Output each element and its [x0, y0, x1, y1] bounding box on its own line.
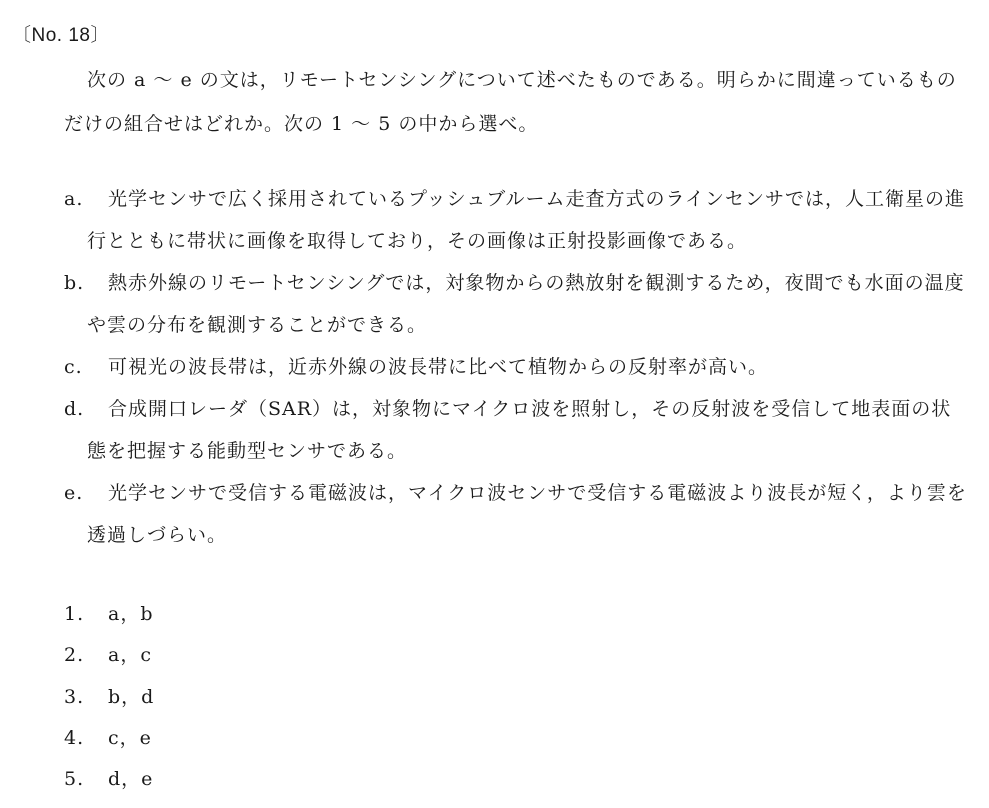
statement-list [64, 178, 969, 556]
statement-text: 熱赤外線のリモートセンシングでは，対象物からの熱放射を観測するため，夜間でも水面の温度や雲の分布を観測することができる。 [87, 272, 965, 336]
statement-mark: a. [64, 188, 84, 210]
statement-mark: e. [64, 482, 84, 504]
choice-text: d，e [108, 768, 154, 791]
statement-text: 光学センサで広く採用されているプッシュブルーム走査方式のラインセンサでは，人工衛星の進行とともに帯状に画像を取得しており，その画像は正射投影画像である。 [87, 188, 965, 252]
choice-text: c，e [108, 726, 152, 749]
choice-number: 3. [64, 685, 85, 708]
choice-number: 1. [64, 603, 85, 625]
statement-text: 可視光の波長帯は，近赤外線の波長帯に比べて植物からの反射率が高い。 [108, 356, 769, 378]
choice-text: a，b [108, 603, 154, 625]
statement-a [64, 178, 969, 262]
statement-mark: b. [64, 272, 85, 294]
choice-number: 5. [64, 768, 85, 791]
statement-c [64, 346, 969, 388]
question-intro: 次の a 〜 e の文は，リモートセンシングについて述べたものである。明らかに間違っているものだけの組合せはどれか。次の 1 〜 5 の中から選べ。 [64, 69, 957, 135]
choice-text: a，c [108, 644, 152, 667]
answer-choice-5 [64, 759, 154, 800]
answer-choice-3 [64, 677, 154, 718]
statement-text: 光学センサで受信する電磁波は，マイクロ波センサで受信する電磁波より波長が短く，より雲を透過しづらい。 [87, 482, 967, 546]
choice-text: b，d [108, 685, 155, 708]
answer-choice-1 [64, 594, 154, 635]
statement-text: 合成開口レーダ（SAR）は，対象物にマイクロ波を照射し，その反射波を受信して地表面の状態を把握する能動型センサである。 [87, 398, 952, 462]
choice-number: 2. [64, 644, 85, 667]
answer-choice-2 [64, 635, 154, 676]
answer-choice-4 [64, 718, 154, 759]
statement-b [64, 262, 969, 346]
question-number: 〔No. 18〕 [12, 25, 110, 46]
statement-mark: d. [64, 398, 85, 420]
statement-mark: c. [64, 356, 83, 378]
statement-e [64, 472, 969, 556]
choice-number: 4. [64, 726, 85, 749]
statement-d [64, 388, 969, 472]
answer-choices [64, 594, 154, 800]
